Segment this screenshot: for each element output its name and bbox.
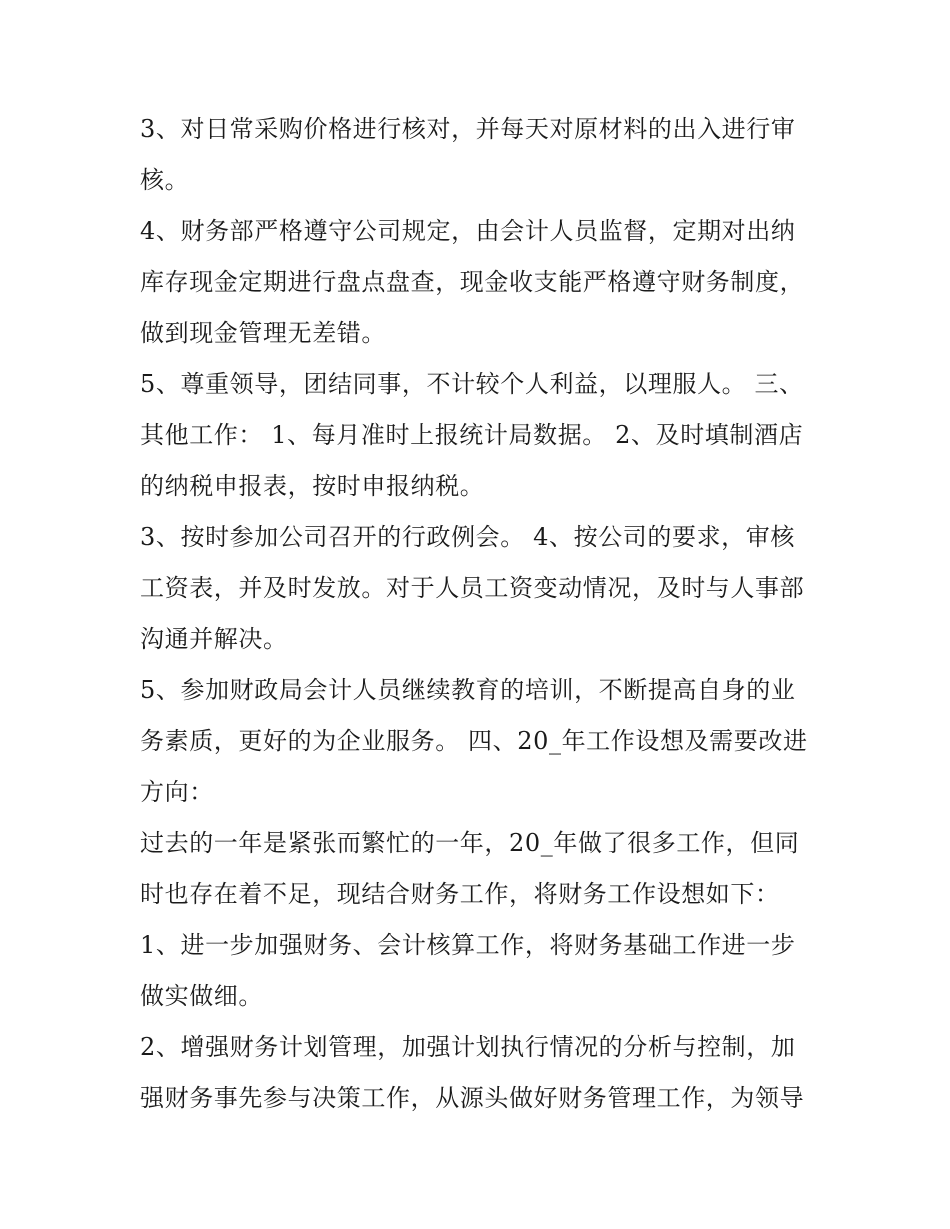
text-line: 3、对日常采购价格进行核对，并每天对原材料的出入进行审 <box>140 115 796 143</box>
text-line: 1、进一步加强财务、会计核算工作，将财务基础工作进一步 <box>140 931 796 959</box>
text-line: 其他工作： 1、每月准时上报统计局数据。 2、及时填制酒店 <box>140 421 804 449</box>
text-line: 过去的一年是紧张而繁忙的一年，20_年做了很多工作，但同 <box>140 829 800 857</box>
text-line: 库存现金定期进行盘点盘查，现金收支能严格遵守财务制度， <box>140 268 805 296</box>
text-line: 沟通并解决。 <box>140 625 288 653</box>
text-line: 2、增强财务计划管理，加强计划执行情况的分析与控制，加 <box>140 1033 796 1061</box>
text-line: 的纳税申报表，按时申报纳税。 <box>140 472 485 500</box>
text-line: 核。 <box>140 166 190 194</box>
text-line: 强财务事先参与决策工作，从源头做好财务管理工作，为领导 <box>140 1084 805 1112</box>
text-line: 4、财务部严格遵守公司规定，由会计人员监督，定期对出纳 <box>140 217 796 245</box>
text-line: 方向： <box>140 778 214 806</box>
text-line: 时也存在着不足，现结合财务工作，将财务工作设想如下： <box>140 880 780 908</box>
document-page <box>140 104 820 1124</box>
text-line: 工资表，并及时发放。对于人员工资变动情况，及时与人事部 <box>140 574 805 602</box>
text-line: 做实做细。 <box>140 982 263 1010</box>
text-line: 务素质，更好的为企业服务。 四、20_年工作设想及需要改进 <box>140 727 808 755</box>
text-line: 3、按时参加公司召开的行政例会。 4、按公司的要求，审核 <box>140 523 795 551</box>
text-line: 做到现金管理无差错。 <box>140 319 386 347</box>
text-line: 5、参加财政局会计人员继续教育的培训，不断提高自身的业 <box>140 676 796 704</box>
text-line: 5、尊重领导，团结同事，不计较个人利益，以理服人。 三、 <box>140 370 804 398</box>
